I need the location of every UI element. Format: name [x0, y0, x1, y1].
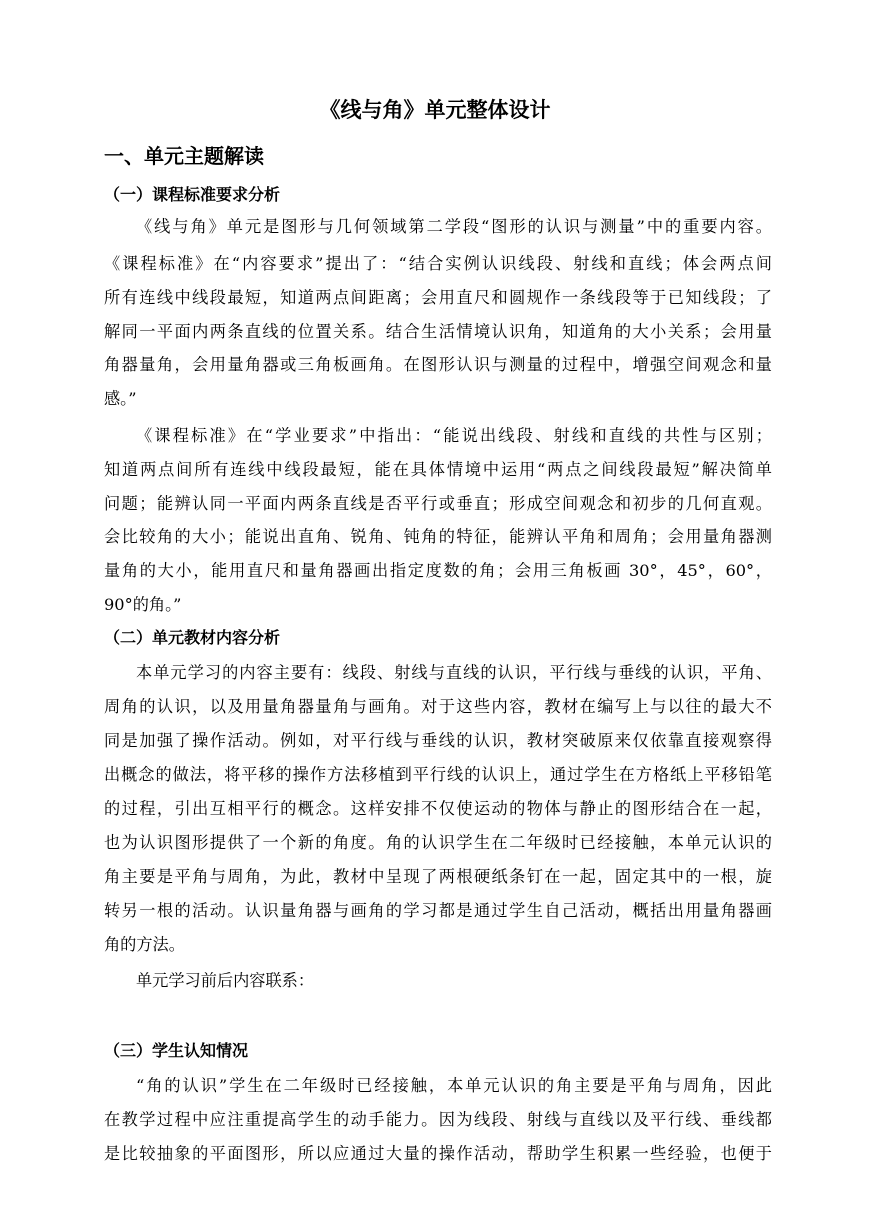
subsection-heading-textbook-content: （二）单元教材内容分析 — [104, 628, 281, 647]
paragraph-line: 本单元学习的内容主要有：线段、射线与直线的认识，平行线与垂线的认识，平角、 — [136, 663, 772, 682]
paragraph-line: 同是加强了操作活动。例如，对平行线与垂线的认识，教材突破原来仅依靠直接观察得 — [104, 731, 772, 750]
paragraph-line: 角器量角，会用量角器或三角板画角。在图形认识与测量的过程中，增强空间观念和量 — [104, 355, 772, 374]
paragraph-line: 《线与角》单元是图形与几何领域第二学段“图形的认识与测量”中的重要内容。 — [136, 217, 772, 236]
section-heading-unit-theme: 一、单元主题解读 — [104, 144, 264, 168]
paragraph-line: 是比较抽象的平面图形，所以应通过大量的操作活动，帮助学生积累一些经验，也便于 — [104, 1144, 772, 1163]
paragraph-line: 的过程，引出互相平行的概念。这样安排不仅使运动的物体与静止的图形结合在一起， — [104, 799, 772, 818]
paragraph-line: 在教学过程中应注重提高学生的动手能力。因为线段、射线与直线以及平行线、垂线都 — [104, 1110, 772, 1129]
paragraph-line: 量角的大小，能用直尺和量角器画出指定度数的角；会用三角板画 30°，45°，60°， — [104, 561, 772, 580]
paragraph-line: 角主要是平角与周角，为此，教材中呈现了两根硬纸条钉在一起，固定其中的一根，旋 — [104, 867, 772, 886]
paragraph-line: 感。” — [104, 389, 137, 408]
paragraph-line: 解同一平面内两条直线的位置关系。结合生活情境认识角，知道角的大小关系；会用量 — [104, 322, 772, 341]
document-title: 《线与角》单元整体设计 — [319, 97, 551, 122]
paragraph-line: 《课程标准》在“内容要求”提出了：“结合实例认识线段、射线和直线；体会两点间 — [104, 254, 772, 273]
paragraph-line: 《课程标准》在“学业要求”中指出：“能说出线段、射线和直线的共性与区别； — [136, 426, 772, 445]
paragraph-line: 角的方法。 — [104, 935, 185, 954]
paragraph-line: 所有连线中线段最短，知道两点间距离；会用直尺和圆规作一条线段等于已知线段；了 — [104, 288, 772, 307]
paragraph-line: 出概念的做法，将平移的操作方法移植到平行线的认识上，通过学生在方格纸上平移铅笔 — [104, 765, 772, 784]
paragraph-line: 转另一根的活动。认识量角器与画角的学习都是通过学生自己活动，概括出用量角器画 — [104, 901, 772, 920]
paragraph-line: 90°的角。” — [104, 595, 182, 614]
paragraph-line: 周角的认识，以及用量角器量角与画角。对于这些内容，教材在编写上与以往的最大不 — [104, 697, 772, 716]
subsection-heading-student-cognition: （三）学生认知情况 — [104, 1041, 249, 1060]
paragraph-line: 单元学习前后内容联系： — [136, 971, 315, 990]
paragraph-line: 知道两点间所有连线中线段最短，能在具体情境中运用“两点之间线段最短”解决简单 — [104, 460, 772, 479]
subsection-heading-curriculum-standard: （一）课程标准要求分析 — [104, 185, 281, 204]
paragraph-line: 也为认识图形提供了一个新的角度。角的认识学生在二年级时已经接触，本单元认识的 — [104, 833, 772, 852]
paragraph-line: 问题；能辨认同一平面内两条直线是否平行或垂直；形成空间观念和初步的几何直观。 — [104, 494, 772, 513]
paragraph-line: “角的认识”学生在二年级时已经接触，本单元认识的角主要是平角与周角，因此 — [136, 1076, 772, 1095]
paragraph-line: 会比较角的大小；能说出直角、锐角、钝角的特征，能辨认平角和周角；会用量角器测 — [104, 527, 772, 546]
